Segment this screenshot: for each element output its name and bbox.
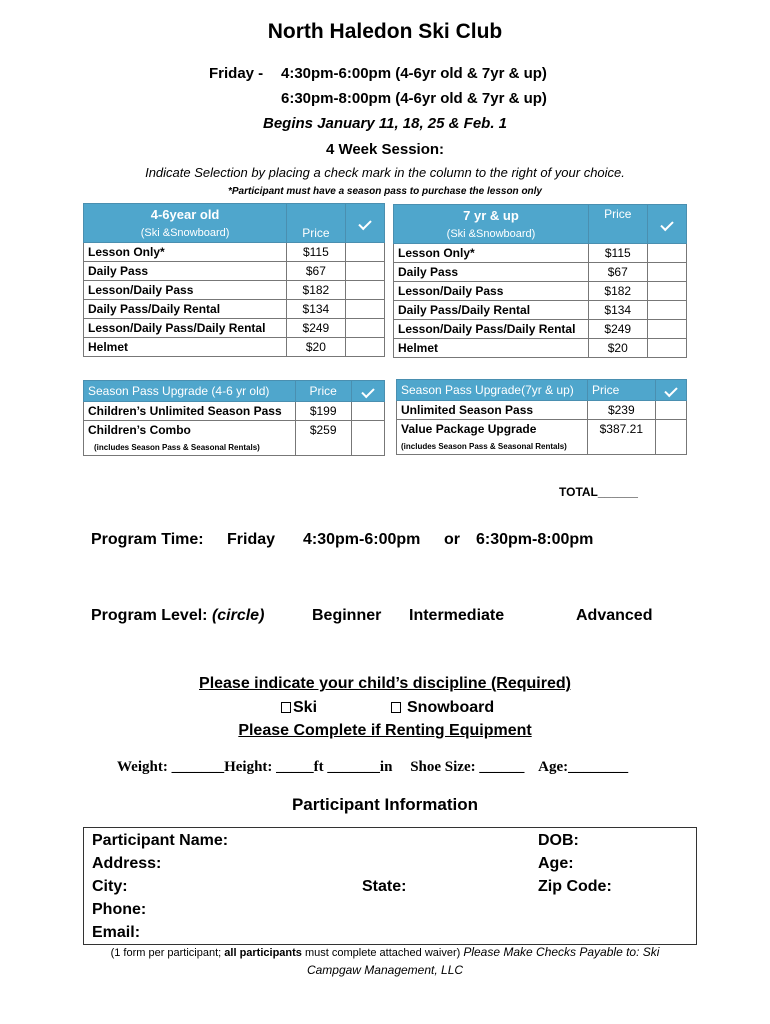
email-field[interactable]: Email: (92, 924, 141, 941)
season-4-6yr-footnote: (includes Season Pass & Seasonal Rentals) (94, 443, 260, 452)
level-intermediate[interactable]: Intermediate (409, 607, 505, 624)
table-season-7yr-up (396, 379, 687, 455)
schedule-day: Friday - (209, 65, 264, 82)
table-row: Daily Pass/Daily Rental $134 (84, 300, 385, 319)
table-row: Children’s Combo (includes Season Pass & Seasonal Rentals) $259 (84, 421, 385, 456)
feet-field[interactable]: ft _______ (313, 759, 380, 775)
check-cell[interactable] (647, 244, 686, 263)
program-level-hint: (circle) (211, 607, 265, 624)
season-4-6yr-price-header: Price (295, 381, 351, 402)
check-cell[interactable] (655, 401, 686, 420)
table-row: Lesson/Daily Pass $182 (84, 281, 385, 300)
check-cell[interactable] (647, 301, 686, 320)
begins-dates: Begins January 11, 18, 25 & Feb. 1 (263, 115, 507, 132)
state-field[interactable]: State: (362, 878, 407, 895)
check-cell[interactable] (345, 243, 384, 262)
table-4-6yr-check-header (345, 204, 384, 243)
total-field[interactable]: TOTAL______ (559, 485, 638, 499)
table-row: Daily Pass/Daily Rental $134 (394, 301, 687, 320)
address-field[interactable]: Address: (92, 855, 162, 872)
table-row: Helmet $20 (394, 339, 687, 358)
check-icon (664, 384, 677, 397)
table-4-6yr-header: 4-6year old (Ski &Snowboard) (84, 204, 287, 243)
table-row: Children’s Unlimited Season Pass $199 (84, 402, 385, 421)
page-title: North Haledon Ski Club (267, 20, 503, 43)
height-field[interactable]: Height: _____ (224, 759, 314, 775)
season-7yr-header: Season Pass Upgrade(7yr & up) (397, 380, 588, 401)
schedule-slot-1: 4:30pm-6:00pm (4-6yr old & 7yr & up) (281, 65, 547, 82)
checkbox-icon[interactable] (391, 702, 401, 713)
check-cell[interactable] (345, 262, 384, 281)
check-cell[interactable] (647, 320, 686, 339)
footer-line-2: Campgaw Management, LLC (306, 963, 464, 977)
phone-field[interactable]: Phone: (92, 901, 147, 918)
table-season-4-6yr (83, 380, 385, 456)
level-beginner[interactable]: Beginner (312, 607, 382, 624)
table-row: Helmet $20 (84, 338, 385, 357)
shoe-size-field[interactable]: Shoe Size: ______ (410, 759, 525, 775)
discipline-snowboard[interactable]: Snowboard (391, 699, 494, 717)
program-time-or: or (444, 531, 460, 548)
table-7yr-header: 7 yr & up (Ski &Snowboard) (394, 205, 589, 244)
participant-name-field[interactable]: Participant Name: (92, 832, 229, 849)
dob-field[interactable]: DOB: (538, 832, 579, 849)
participant-box (83, 827, 697, 945)
table-7yr-price-header: Price (588, 205, 647, 244)
season-pass-note: *Participant must have a season pass to purchase the lesson only (228, 186, 542, 197)
level-advanced[interactable]: Advanced (576, 607, 653, 624)
check-cell[interactable] (351, 421, 384, 456)
check-cell[interactable] (345, 281, 384, 300)
check-cell[interactable] (345, 300, 384, 319)
check-cell[interactable] (351, 402, 384, 421)
discipline-ski[interactable]: Ski (281, 699, 317, 717)
table-row: Unlimited Season Pass $239 (397, 401, 687, 420)
participant-heading: Participant Information (291, 795, 479, 814)
table-row: Lesson/Daily Pass $182 (394, 282, 687, 301)
check-cell[interactable] (655, 420, 686, 455)
season-7yr-price-header: Price (587, 380, 655, 401)
check-cell[interactable] (647, 339, 686, 358)
table-row: Value Package Upgrade (includes Season Pass & Seasonal Rentals) $387.21 (397, 420, 687, 455)
table-4-6yr-price-header: Price (287, 204, 345, 243)
check-cell[interactable] (647, 263, 686, 282)
check-icon (660, 218, 673, 231)
check-cell[interactable] (647, 282, 686, 301)
season-7yr-footnote: (includes Season Pass & Seasonal Rentals) (401, 442, 567, 451)
age-field[interactable]: Age:________ (538, 759, 629, 775)
table-row: Daily Pass $67 (394, 263, 687, 282)
participant-age-field[interactable]: Age: (538, 855, 574, 872)
measurements-line (117, 759, 628, 776)
program-time-option-2[interactable]: 6:30pm-8:00pm (476, 531, 594, 548)
zip-code-field[interactable]: Zip Code: (538, 878, 612, 895)
discipline-heading: Please indicate your child’s discipline (Required) (199, 675, 571, 692)
program-time-label: Program Time: (91, 531, 204, 548)
check-cell[interactable] (345, 338, 384, 357)
table-7yr-up (393, 204, 687, 358)
checkbox-icon[interactable] (281, 702, 291, 713)
table-row: Lesson Only* $115 (394, 244, 687, 263)
table-row: Daily Pass $67 (84, 262, 385, 281)
table-row: Lesson Only* $115 (84, 243, 385, 262)
table-row: Lesson/Daily Pass/Daily Rental $249 (84, 319, 385, 338)
season-4-6yr-header: Season Pass Upgrade (4-6 yr old) (84, 381, 296, 402)
program-time-day: Friday (227, 531, 276, 548)
session-length: 4 Week Session: (325, 141, 445, 158)
program-level-label: Program Level: (circle) (91, 607, 265, 624)
schedule-slot-2: 6:30pm-8:00pm (4-6yr old & 7yr & up) (281, 90, 547, 107)
selection-instruction: Indicate Selection by placing a check mark in the column to the right of your choice. (145, 165, 625, 180)
inches-label: in (379, 759, 393, 775)
check-cell[interactable] (345, 319, 384, 338)
table-7yr-check-header (647, 205, 686, 244)
city-field[interactable]: City: (92, 878, 128, 895)
weight-field[interactable]: Weight: _______ (117, 759, 225, 775)
renting-heading: Please Complete if Renting Equipment (238, 722, 532, 739)
table-row: Lesson/Daily Pass/Daily Rental $249 (394, 320, 687, 339)
footer-line-1: (1 form per participant; all participants must complete attached waiver) Please Make Checks Payable to: Ski (110, 945, 660, 959)
program-time-option-1[interactable]: 4:30pm-6:00pm (303, 531, 421, 548)
check-icon (361, 385, 374, 398)
table-4-6yr (83, 203, 385, 357)
check-icon (358, 217, 371, 230)
